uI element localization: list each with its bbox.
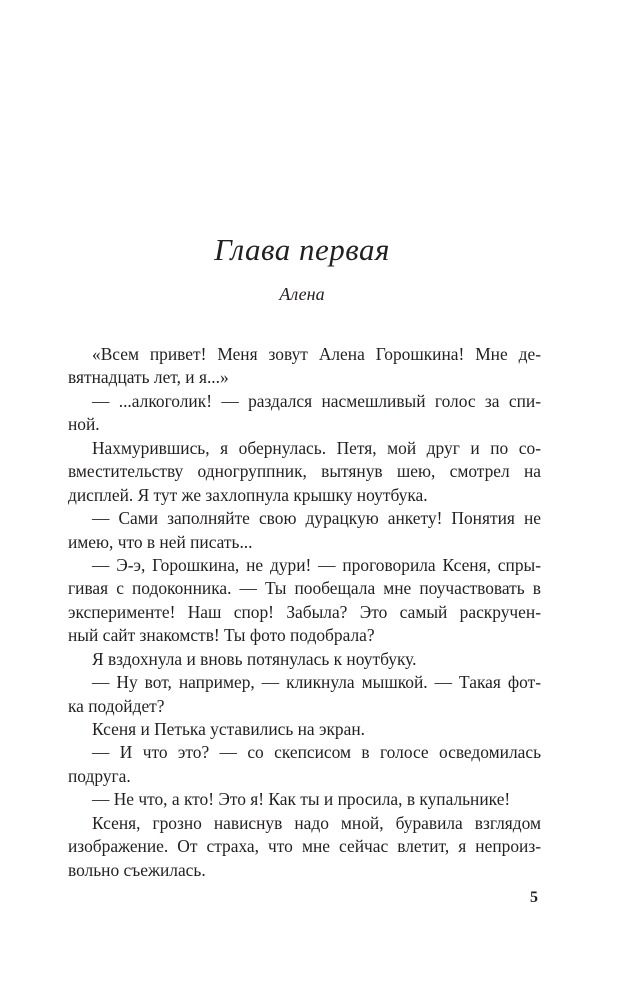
paragraph xyxy=(68,343,541,390)
paragraph xyxy=(68,437,541,507)
text-line: Я вздохнула и вновь потянулась к ноутбуку. xyxy=(92,648,417,669)
text-line: дисплей. Я тут же захлопнула крышку ноутбука. xyxy=(68,484,428,505)
text-line: гивая с подоконника. — Ты пообещала мне поучаствовать в xyxy=(68,578,541,599)
body-text xyxy=(68,343,541,882)
paragraph xyxy=(68,718,541,741)
text-line: Ксеня и Петька уставились на экран. xyxy=(92,719,365,739)
paragraph xyxy=(68,812,541,882)
text-line: ка подойдет? xyxy=(68,695,165,716)
text-line: изображение. От страха, что мне сейчас влетит, я непроиз- xyxy=(68,836,541,857)
paragraph xyxy=(68,741,541,788)
page-number: 5 xyxy=(530,889,538,906)
chapter-subtitle: Алена xyxy=(279,284,325,304)
paragraph xyxy=(68,554,541,648)
text-line: — Не что, а кто! Это я! Как ты и просила, в купальнике! xyxy=(92,789,511,810)
text-line: — Ну вот, например, — кликнула мышкой. — Такая фот- xyxy=(92,672,541,693)
text-line: — ...алкоголик! — раздался насмешливый голос за спи- xyxy=(92,390,541,411)
text-line: — И что это? — со скепсисом в голосе осведомилась xyxy=(92,742,541,763)
text-line: «Всем привет! Меня зовут Алена Горошкина! Мне де- xyxy=(92,344,541,364)
paragraph xyxy=(68,788,541,811)
text-line: — Э-э, Горошкина, не дури! — проговорила Ксеня, спры- xyxy=(92,554,541,575)
text-line: Нахмурившись, я обернулась. Петя, мой друг и по со- xyxy=(92,437,541,458)
text-line: Ксеня, грозно нависнув надо мной, буравила взглядом xyxy=(92,812,541,833)
text-line: имею, что в ней писать... xyxy=(68,531,253,552)
text-line: ный сайт знакомств! Ты фото подобрала? xyxy=(68,625,375,646)
paragraph xyxy=(68,671,541,718)
text-line: вятнадцать лет, и я...» xyxy=(68,367,229,388)
text-line: ной. xyxy=(68,414,100,435)
text-line: вольно съежилась. xyxy=(68,859,206,880)
text-line: вместительству одногруппник, вытянув шею, смотрел на xyxy=(68,461,541,482)
text-line: подруга. xyxy=(68,765,131,786)
text-line: — Сами заполняйте свою дурацкую анкету! Понятия не xyxy=(92,508,541,529)
text-line: эксперименте! Наш спор! Забыла? Это самый раскручен- xyxy=(68,601,541,622)
paragraph xyxy=(68,507,541,554)
paragraph xyxy=(68,390,541,437)
paragraph xyxy=(68,648,541,671)
chapter-title: Глава первая xyxy=(214,232,390,267)
